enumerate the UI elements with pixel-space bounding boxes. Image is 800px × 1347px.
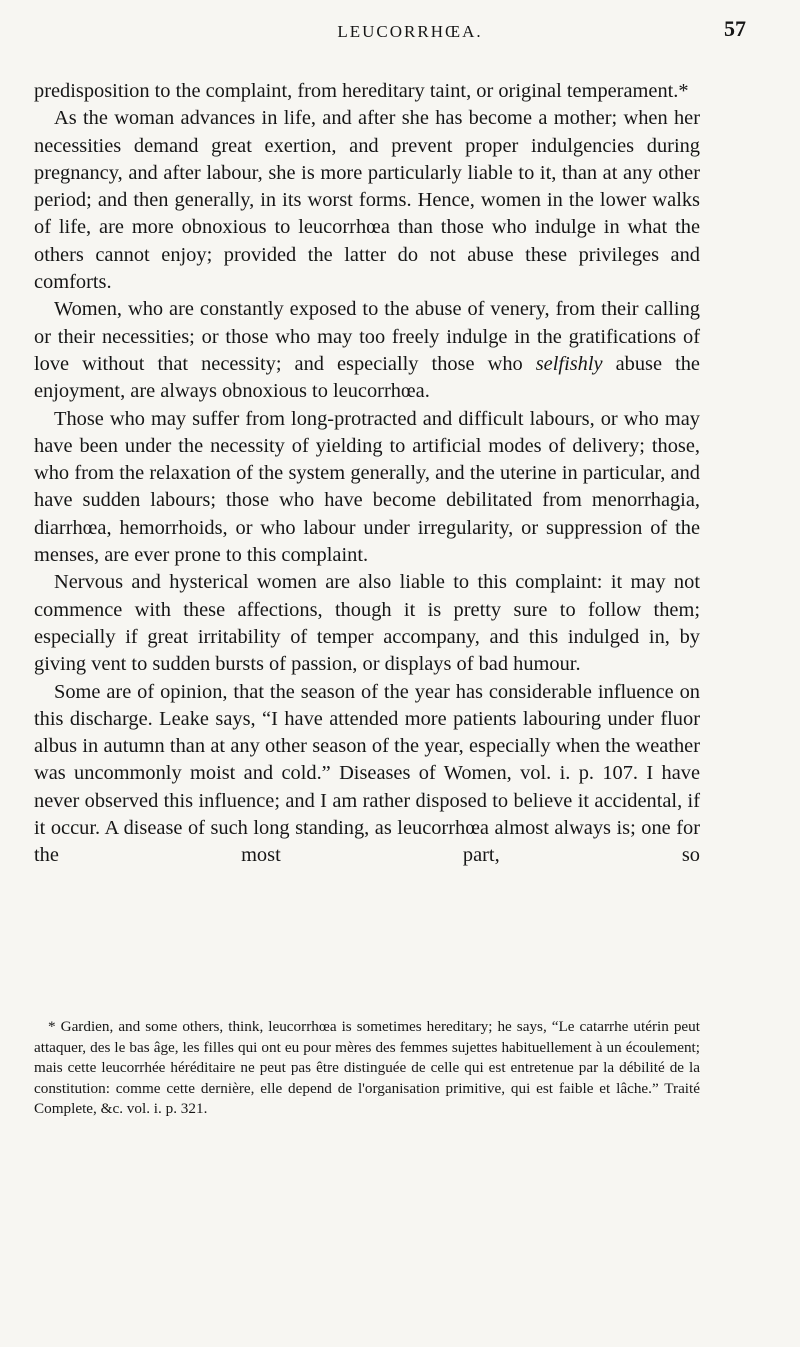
paragraph-nervous: Nervous and hysterical women are also liable to this complaint: it may not commence with these affections, though it is pretty sure to follow them; especially if great irritability of temper accompany, and this indulged in, by giving vent to sudden bursts of passion, or displays of bad humour.	[34, 571, 700, 676]
running-title: LEUCORRHŒA.	[337, 22, 483, 41]
emphasis-selfishly: selfishly	[535, 352, 603, 375]
paragraph-venery-start: Women, who are constantly exposed to the abuse of venery, from their calling or their necessities; or those who may too freely indulge in the gratifications of love without that necessity; and especially those who	[34, 298, 700, 375]
main-text	[34, 78, 700, 870]
page-number: 57	[724, 16, 746, 41]
paragraph-venery-end: abuse the enjoyment, are always obnoxious to leucorrhœa.	[34, 352, 700, 403]
paragraph-life-stage: As the woman advances in life, and after she has become a mother; when her necessities demand great exertion, and prevent proper indulgencies during pregnancy, and after labour, she is more particularly liable to it, than at any other period; and then generally, in its worst forms. Hence, women in the lower walks of life, are more obnoxious to leucorrhœa than those who indulge in what the others cannot enjoy; provided the latter do not abuse these privileges and comforts.	[34, 107, 700, 294]
paragraph-venery	[34, 296, 700, 405]
paragraph-labours: Those who may suffer from long-protracted and difficult labours, or who may have been under the necessity of yielding to artificial modes of delivery; those, who from the relaxation of the system generally, and the uterine in particular, and have sudden labours; those who have become debilitated from menorrhagia, diarrhœa, hemorrhoids, or who labour under irregularity, or suppression of the menses, are ever prone to this complaint.	[34, 407, 700, 567]
paragraph-season: Some are of opinion, that the season of the year has considerable influence on this discharge. Leake says, “I have attended more patients labouring under fluor albus in autumn than at any other season of the year, especially when the weather was uncommonly moist and cold.” Diseases of Women, vol. i. p. 107. I have never observed this influence; and I am rather disposed to believe it accidental, if it occur. A disease of such long standing, as leucorrhœa almost always is; one for the most part, so	[34, 680, 700, 867]
footnote	[34, 1017, 700, 1120]
footnote-text: * Gardien, and some others, think, leucorrhœa is sometimes hereditary; he says, “Le catarrhe utérin peut attaquer, des le bas âge, les filles qui ont eu pour mères des femmes sujettes habituellement à un écoulement; mais cette leucorrhée héréditaire ne peut pas être distinguée de celle qui est entretenue par la débilité de la constitution: comme cette dernière, elle depend de l'organisation primitive, qui est faible et lâche.” Traité Complete, &c. vol. i. p. 321.	[34, 1018, 700, 1117]
paragraph-continuation: predisposition to the complaint, from hereditary taint, or original temperament.*	[34, 80, 689, 102]
